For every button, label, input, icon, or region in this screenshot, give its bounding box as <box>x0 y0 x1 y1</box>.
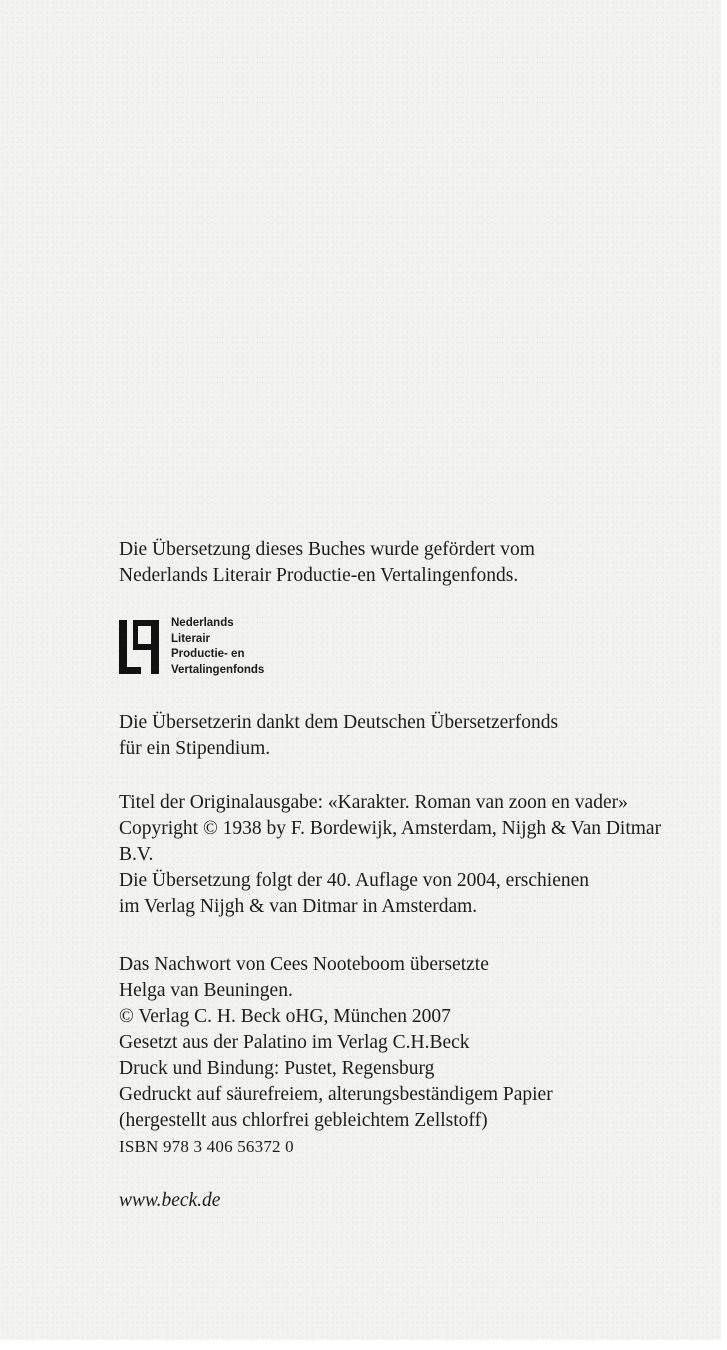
colophon-line-7: (hergestellt aus chlorfrei gebleichtem Zellstoff) <box>119 1110 488 1131</box>
fund-logo-shape <box>119 620 159 674</box>
fund-logo-line-2: Literair <box>171 632 210 645</box>
fund-logo-line-4: Vertalingenfonds <box>171 663 265 676</box>
fund-logo-icon <box>119 618 159 676</box>
colophon-line-3: © Verlag C. H. Beck oHG, München 2007 <box>119 1006 451 1027</box>
fund-logo-text <box>171 616 264 678</box>
publisher-website <box>119 1188 699 1214</box>
fund-logo-line-3: Productie- en <box>171 648 245 660</box>
thanks-line-1: Die Übersetzerin dankt dem Deutschen Übersetzerfonds <box>119 712 559 733</box>
fund-logo <box>119 616 699 678</box>
fund-logo-line-1: Nederlands <box>171 617 234 629</box>
funding-line-1: Die Übersetzung dieses Buches wurde gefördert vom <box>119 539 535 560</box>
funding-notice <box>119 537 699 589</box>
rights-line-5: im Verlag Nijgh & van Ditmar in Amsterdam. <box>119 896 478 917</box>
colophon-line-2: Helga van Beuningen. <box>119 980 293 1001</box>
rights-line-3: B.V. <box>119 844 154 865</box>
thanks-line-2: für ein Stipendium. <box>119 738 271 759</box>
colophon-line-4: Gesetzt aus der Palatino im Verlag C.H.Beck <box>119 1032 470 1053</box>
colophon-line-5: Druck und Bindung: Pustet, Regensburg <box>119 1058 435 1079</box>
isbn: ISBN 978 3 406 56372 0 <box>119 1137 294 1156</box>
colophon-line-1: Das Nachwort von Cees Nooteboom übersetzte <box>119 954 489 975</box>
translator-thanks <box>119 710 699 762</box>
colophon <box>119 952 699 1160</box>
website-link[interactable]: www.beck.de <box>119 1190 221 1211</box>
rights-line-1: Titel der Originalausgabe: «Karakter. Roman van zoon en vader» <box>119 792 628 813</box>
rights-notice <box>119 790 699 920</box>
funding-line-2: Nederlands Literair Productie-en Vertalingenfonds. <box>119 565 519 586</box>
colophon-line-6: Gedruckt auf säurefreiem, alterungsbeständigem Papier <box>119 1084 553 1105</box>
rights-line-2: Copyright © 1938 by F. Bordewijk, Amsterdam, Nijgh & Van Ditmar <box>119 818 662 839</box>
rights-line-4: Die Übersetzung folgt der 40. Auflage von 2004, erschienen <box>119 870 590 891</box>
